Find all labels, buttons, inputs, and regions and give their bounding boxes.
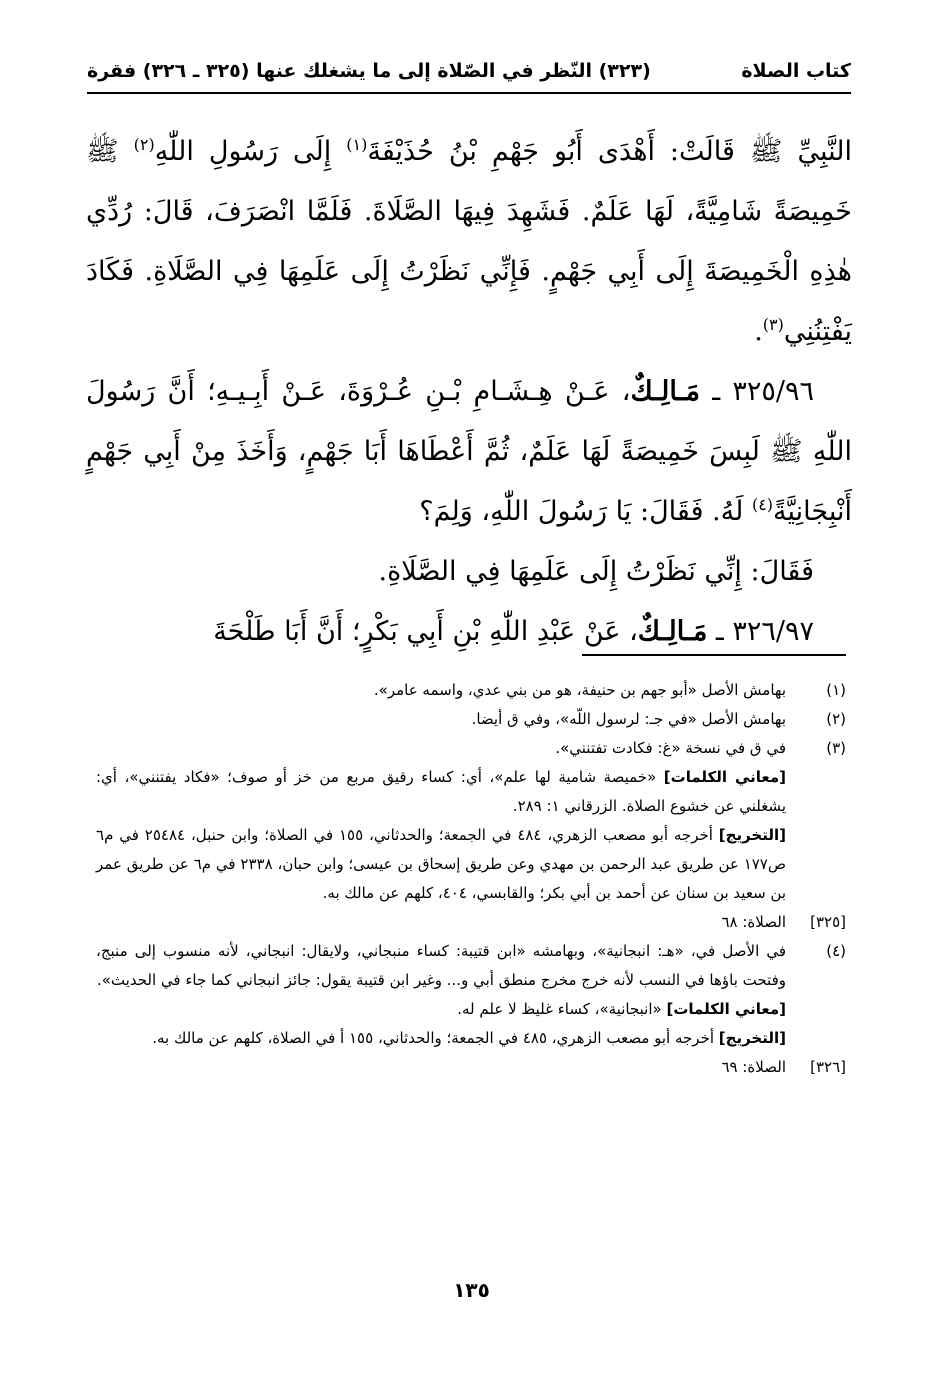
takhrij-label: [التخريج] xyxy=(718,1029,786,1047)
takhrij-label: [التخريج] xyxy=(718,826,786,844)
meanings-label: [معاني الكلمات] xyxy=(663,768,786,786)
takhrij-text: أخرجه أبو مصعب الزهري، ٤٨٤ في الجمعة؛ والحدثاني، ١٥٥ في الصلاة؛ وابن حنبل، ٢٥٤٨٤ في م٦ ص١٧٧ عن طريق عبد الرحمن بن مهدي وعن طريق إسحاق بن عيسى؛ وابن حبان، ٢٣٣٨ في م٦ عن طريق عمر بن سعيد بن سنان عن أحمد بن أبي بكر؛ والقابسي، ٤٠٤، كلهم عن مالك به. xyxy=(96,826,786,902)
footnote-number: (١) xyxy=(826,681,846,699)
text-run: ، عَـنْ هِـشَـامِ بْـنِ عُـرْوَةَ، عَـنْ أَبِـيـهِ؛ أَنَّ رَسُولَ اللّٰهِ ﷺ لَبِسَ خَمِيصَةً لَهَا عَلَمٌ، ثُمَّ أَعْطَاهَا أَبَا جَهْمٍ، وَأَخَذَ مِنْ أَبِي جَهْمٍ أَنْبِجَانِيَّةً xyxy=(86,376,852,527)
footnote-separator xyxy=(582,654,846,656)
hadith-number: ٣٢٦/٩٧ ـ xyxy=(715,616,814,647)
text-run: ، عَنْ عَبْدِ اللّٰهِ بْنِ أَبِي بَكْرٍ؛ أَنَّ أَبَا طَلْحَةَ xyxy=(213,616,638,647)
footnote-3 xyxy=(96,734,846,908)
text-run: النَّبِيِّ ﷺ قَالَتْ: أَهْدَى أَبُو جَهْمِ بْنُ حُذَيْفَةَ xyxy=(367,136,853,167)
footnotes xyxy=(96,676,846,1082)
footnote-2 xyxy=(96,705,846,734)
hadith-number: ٣٢٥/٩٦ ـ xyxy=(712,376,814,407)
word-meanings xyxy=(96,995,786,1024)
ref-number: [٣٢٥] xyxy=(810,913,846,931)
footnote-1 xyxy=(96,676,846,705)
word-meanings xyxy=(96,763,786,821)
ref-number: [٣٢٦] xyxy=(810,1058,846,1076)
ref-text: الصلاة: ٦٩ xyxy=(721,1058,786,1076)
ref-text: الصلاة: ٦٨ xyxy=(721,913,786,931)
takhrij-text: أخرجه أبو مصعب الزهري، ٤٨٥ في الجمعة؛ والحدثاني، ١٥٥ أ في الصلاة، كلهم عن مالك به. xyxy=(152,1029,719,1047)
footnote-number: (٤) xyxy=(826,942,846,960)
meanings-label: [معاني الكلمات] xyxy=(666,1000,786,1018)
footnote-text: في ق في نسخة «غ: فكادت تفتنني». xyxy=(555,739,786,757)
paragraph-325 xyxy=(86,362,852,542)
meanings-text: «خميصة شامية لها علم»، أي: كساء رقيق مربع من خز أو صوف؛ «فكاد يفتنني»، أي: يشغلني عن خشوع الصلاة. الزرقاني ١: ٢٨٩. xyxy=(96,768,786,815)
cross-ref-326 xyxy=(96,1053,846,1082)
footnote-number: (٢) xyxy=(826,710,846,728)
narrator-name: مَـالِـكٌ xyxy=(637,616,708,647)
meanings-text: «انبجانية»، كساء غليظ لا علم له. xyxy=(457,1000,667,1018)
footnote-ref-3: (٣) xyxy=(762,315,784,334)
footnote-text: بهامش الأصل «في جـ: لرسول اللّه»، وفي ق أيضا. xyxy=(471,710,786,728)
text-run: . xyxy=(754,316,763,347)
footnote-ref-1: (١) xyxy=(346,135,368,154)
paragraph-reply: فَقَالَ: إِنِّي نَظَرْتُ إِلَى عَلَمِهَا فِي الصَّلَاةِ. xyxy=(378,556,814,587)
text-run: لَهُ. فَقَالَ: يَا رَسُولَ اللّٰهِ، وَلِمَ؟ xyxy=(419,496,752,527)
cross-ref-325 xyxy=(96,908,846,937)
book-title: كتاب الصلاة xyxy=(741,60,851,82)
footnote-ref-4: (٤) xyxy=(751,495,774,514)
footnote-text: في الأصل في، «هـ: انبجانية»، وبهامشه «ابن قتيبة: كساء منبجاني، ولايقال: انبجاني، لأنه منسوب إلى منبج، وفتحت باؤها في النسب لأنه خرج مخرج منطق أبي و... وغير ابن قتيبة يقول: جائز انبجاني كما جاء في الحديث». xyxy=(96,942,786,989)
page-number: ١٣٥ xyxy=(453,1278,490,1302)
footnote-number: (٣) xyxy=(826,739,846,757)
takhrij xyxy=(96,821,786,908)
footnote-ref-2: (٢) xyxy=(133,135,155,154)
narrator-name: مَـالِـكٌ xyxy=(630,376,700,407)
paragraph-326 xyxy=(86,602,852,662)
main-text xyxy=(86,122,852,662)
takhrij xyxy=(96,1024,786,1053)
footnote-4 xyxy=(96,937,846,1053)
text-run: إِلَى رَسُولِ اللّٰهِ xyxy=(154,136,347,167)
header-rule xyxy=(87,92,851,94)
running-header xyxy=(87,52,851,92)
text-run: ﷺ خَمِيصَةً شَامِيَّةً، لَهَا عَلَمٌ. فَشَهِدَ فِيهَا الصَّلَاةَ. فَلَمَّا انْصَرَفَ، قَالَ: رُدِّي هٰذِهِ الْخَمِيصَةَ إِلَى أَبِي جَهْمٍ. فَإِنِّي نَظَرْتُ إِلَى عَلَمِهَا فِي الصَّلَاةِ. فَكَادَ يَفْتِنُنِي xyxy=(86,136,852,347)
paragraph-1 xyxy=(86,122,852,362)
footnote-text: بهامش الأصل «أبو جهم بن حنيفة، هو من بني عدي، واسمه عامر». xyxy=(373,681,786,699)
chapter-title: (٣٢٣) النّظر في الصّلاة إلى ما يشغلك عنها (٣٢٥ ـ ٣٢٦) فقرة xyxy=(87,60,651,82)
